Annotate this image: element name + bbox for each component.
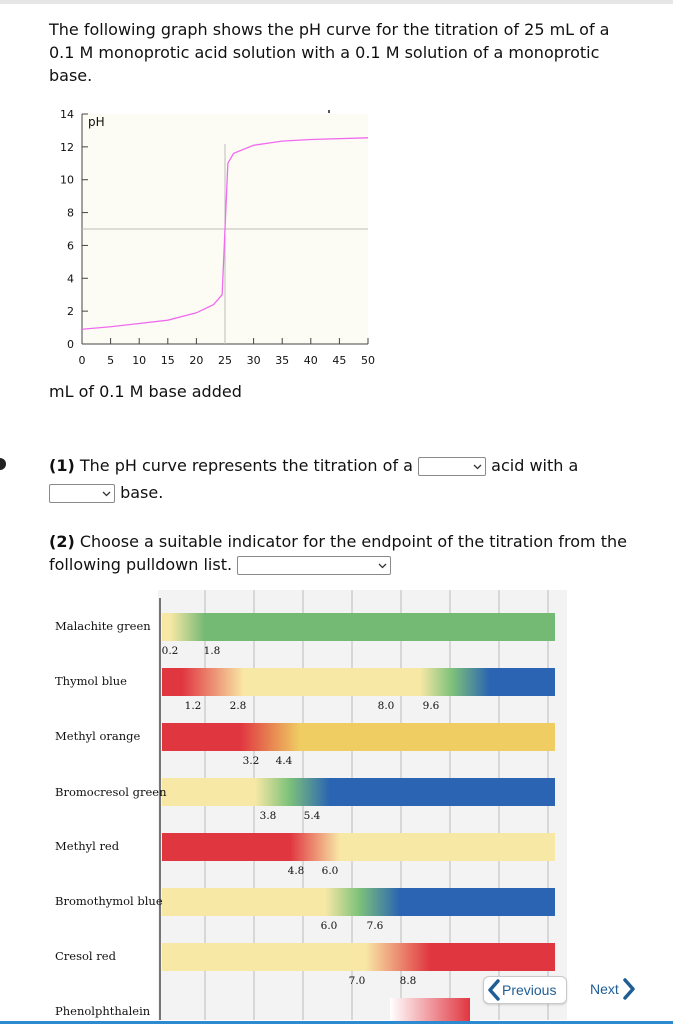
indicator-range-label: 7.0 [348, 975, 366, 987]
indicator-band-2 [244, 668, 420, 696]
chevron-left-icon [486, 979, 502, 1001]
indicator-range-label: 2.8 [229, 700, 247, 712]
y-axis-title: pH [88, 115, 105, 129]
indicator-band-7 [430, 943, 555, 971]
question-2-text: Choose a suitable indicator for the endpoint of the titration from the following pulldown list. [49, 532, 627, 574]
indicator-band-6 [325, 888, 400, 916]
x-axis-label: mL of 0.1 M base added [49, 382, 242, 401]
indicator-band-3 [240, 723, 300, 751]
x-tick-label: 40 [303, 354, 318, 367]
indicator-range-label: 3.2 [242, 755, 260, 767]
y-tick-label: 6 [67, 239, 74, 253]
indicator-band-6 [162, 888, 325, 916]
indicator-range-label: 5.4 [303, 810, 321, 822]
indicator-name: Bromothymol blue [55, 894, 163, 908]
indicator-name: Methyl red [55, 839, 120, 853]
previous-button[interactable] [483, 976, 567, 1004]
indicator-band-4 [255, 778, 330, 806]
indicator-range-label: 6.0 [320, 920, 338, 932]
indicator-range-label: 7.6 [366, 920, 384, 932]
indicator-name: Methyl orange [55, 729, 141, 743]
previous-label: Previous [502, 982, 557, 998]
indicator-band-5 [162, 833, 290, 861]
indicator-range-label: 0.2 [161, 645, 179, 657]
indicator-range-label: 9.6 [422, 700, 440, 712]
x-tick-label: 15 [160, 354, 175, 367]
x-tick-label: 20 [189, 354, 204, 367]
x-tick-label: 50 [361, 354, 375, 367]
indicator-band-3 [162, 723, 240, 751]
indicator-band-4 [330, 778, 555, 806]
next-label: Next [590, 981, 619, 997]
x-tick-label: 10 [132, 354, 147, 367]
y-tick-label: 14 [60, 108, 74, 121]
question-1-text-middle: acid with a [491, 456, 579, 475]
question-1-text-before: The pH curve represents the titration of a [79, 456, 413, 475]
x-tick-label: 5 [107, 354, 115, 367]
question-2-number: (2) [49, 532, 75, 551]
question-1-number: (1) [49, 456, 75, 475]
indicator-band-3 [300, 723, 555, 751]
y-tick-label: 8 [67, 206, 74, 220]
indicator-band-5 [340, 833, 555, 861]
next-button[interactable] [590, 976, 650, 1002]
y-tick-label: 4 [67, 272, 74, 286]
y-tick-label: 2 [67, 305, 74, 319]
chevron-right-icon [621, 978, 637, 1000]
indicator-range-label: 4.4 [275, 755, 293, 767]
indicator-band-6 [400, 888, 555, 916]
indicator-name: Thymol blue [55, 674, 127, 688]
indicator-name: Phenolphthalein [55, 1004, 151, 1018]
indicator-band-4 [162, 778, 255, 806]
indicator-band-7 [365, 943, 430, 971]
intro-text: The following graph shows the pH curve for the titration of 25 mL of a 0.1 M monoprotic acid solution with a 0.1 M solution of a monoprotic base. [49, 20, 610, 85]
indicator-band-2 [182, 668, 244, 696]
y-tick-label: 10 [60, 173, 74, 187]
indicator-range-label: 8.0 [377, 700, 395, 712]
indicator-band-2 [490, 668, 555, 696]
indicator-range-label: 4.8 [287, 865, 305, 877]
y-tick-label: 12 [60, 140, 74, 154]
indicator-band-2 [420, 668, 490, 696]
indicator-band-1 [170, 613, 205, 641]
indicator-range-label: 1.2 [184, 700, 202, 712]
indicator-range-label: 8.8 [399, 975, 417, 987]
x-tick-label: 30 [246, 354, 261, 367]
indicator-names [55, 619, 167, 1018]
x-tick-label: 0 [78, 354, 86, 367]
indicator-name: Malachite green [55, 619, 151, 633]
indicator-band-1 [162, 613, 170, 641]
indicator-band-2 [162, 668, 182, 696]
indicator-range-label: 1.8 [203, 645, 221, 657]
indicator-band-1 [205, 613, 555, 641]
indicator-name: Cresol red [55, 949, 116, 963]
indicator-range-label: 3.8 [259, 810, 277, 822]
indicator-band-7 [162, 943, 365, 971]
x-tick-label: 35 [275, 354, 290, 367]
y-tick-label: 0 [67, 338, 74, 351]
indicator-band-5 [290, 833, 340, 861]
indicator-range-label: 6.0 [321, 865, 339, 877]
indicator-name: Bromocresol green [55, 785, 167, 799]
x-tick-label: 25 [218, 354, 232, 367]
x-tick-label: 45 [332, 354, 347, 367]
question-1-text-after: base. [120, 483, 164, 502]
